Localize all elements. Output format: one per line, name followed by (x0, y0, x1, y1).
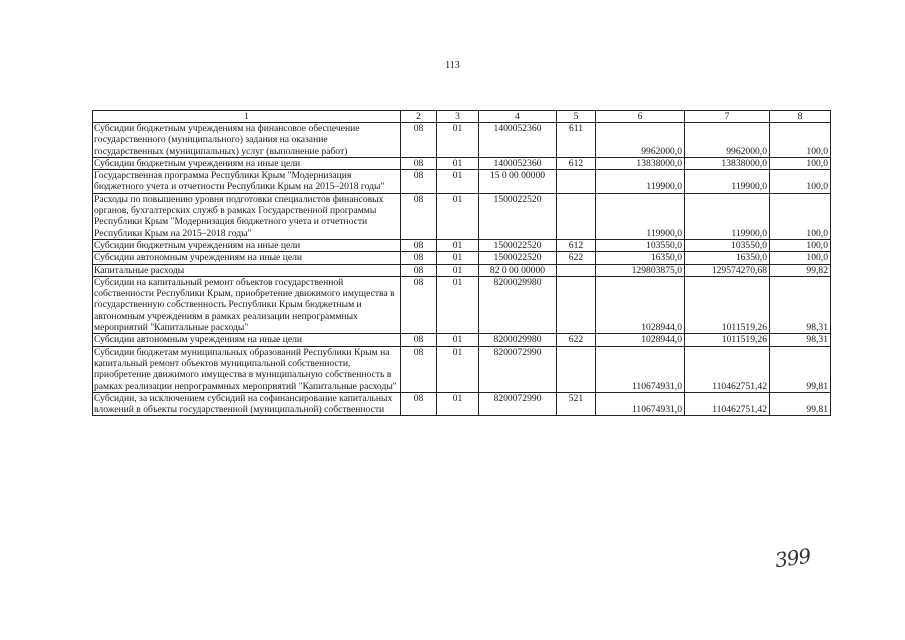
table-row (93, 334, 831, 346)
planned-amount: 13838000,0 (596, 157, 685, 169)
target-article-code: 1500022520 (479, 252, 557, 264)
subsection-code: 01 (437, 157, 479, 169)
column-header: 1 (93, 111, 401, 123)
execution-percent: 98,31 (770, 276, 831, 333)
subsection-code: 01 (437, 239, 479, 251)
execution-percent: 100,0 (770, 170, 831, 194)
planned-amount: 1028944,0 (596, 276, 685, 333)
section-code: 08 (401, 170, 437, 194)
row-name: Субсидии бюджетным учреждениям на иные цели (93, 239, 401, 251)
expense-type-code: 622 (557, 334, 596, 346)
section-code: 08 (401, 334, 437, 346)
planned-amount: 9962000,0 (596, 123, 685, 158)
row-name: Субсидии на капитальный ремонт объектов государственной собственности Республики Крым, приобретение движимого имущества в государственную собственность Республики Крым бюджетным и автономным учреждениям в рамках реализации непрограммных мероприятий "Капитальные расходы" (93, 276, 401, 333)
executed-amount: 9962000,0 (685, 123, 770, 158)
planned-amount: 16350,0 (596, 252, 685, 264)
target-article-code: 1500022520 (479, 193, 557, 239)
execution-percent: 100,0 (770, 157, 831, 169)
subsection-code: 01 (437, 264, 479, 276)
budget-table (92, 110, 831, 416)
column-header: 5 (557, 111, 596, 123)
executed-amount: 1011519,26 (685, 276, 770, 333)
expense-type-code (557, 193, 596, 239)
planned-amount: 119900,0 (596, 170, 685, 194)
expense-type-code: 521 (557, 392, 596, 416)
executed-amount: 16350,0 (685, 252, 770, 264)
section-code: 08 (401, 276, 437, 333)
planned-amount: 103550,0 (596, 239, 685, 251)
subsection-code: 01 (437, 193, 479, 239)
section-code: 08 (401, 252, 437, 264)
column-header: 8 (770, 111, 831, 123)
expense-type-code: 612 (557, 157, 596, 169)
header-row (93, 111, 831, 123)
expense-type-code (557, 264, 596, 276)
row-name: Субсидии бюджетам муниципальных образований Республики Крым на капитальный ремонт объектов муниципальной собственности, приобретение движимого имущества в муниципальную собственность в рамках реализации непрограммных мероприятий "Капитальные расходы" (93, 346, 401, 392)
target-article-code: 1500022520 (479, 239, 557, 251)
executed-amount: 119900,0 (685, 193, 770, 239)
subsection-code: 01 (437, 334, 479, 346)
expense-type-code: 612 (557, 239, 596, 251)
execution-percent: 98,31 (770, 334, 831, 346)
executed-amount: 110462751,42 (685, 392, 770, 416)
planned-amount: 119900,0 (596, 193, 685, 239)
row-name: Субсидии, за исключением субсидий на софинансирование капитальных вложений в объекты государственной (муниципальной) собственности (93, 392, 401, 416)
subsection-code: 01 (437, 392, 479, 416)
target-article-code: 1400052360 (479, 157, 557, 169)
table-row (93, 170, 831, 194)
expense-type-code: 611 (557, 123, 596, 158)
column-header: 3 (437, 111, 479, 123)
expense-type-code (557, 346, 596, 392)
executed-amount: 110462751,42 (685, 346, 770, 392)
target-article-code: 82 0 00 00000 (479, 264, 557, 276)
section-code: 08 (401, 193, 437, 239)
execution-percent: 99,82 (770, 264, 831, 276)
executed-amount: 13838000,0 (685, 157, 770, 169)
column-header: 6 (596, 111, 685, 123)
subsection-code: 01 (437, 276, 479, 333)
execution-percent: 100,0 (770, 123, 831, 158)
execution-percent: 100,0 (770, 193, 831, 239)
subsection-code: 01 (437, 252, 479, 264)
table-row (93, 193, 831, 239)
target-article-code: 8200072990 (479, 346, 557, 392)
table-row (93, 392, 831, 416)
target-article-code: 1400052360 (479, 123, 557, 158)
table-row (93, 157, 831, 169)
target-article-code: 8200029980 (479, 276, 557, 333)
subsection-code: 01 (437, 123, 479, 158)
section-code: 08 (401, 346, 437, 392)
planned-amount: 110674931,0 (596, 346, 685, 392)
section-code: 08 (401, 239, 437, 251)
target-article-code: 8200072990 (479, 392, 557, 416)
subsection-code: 01 (437, 346, 479, 392)
execution-percent: 99,81 (770, 392, 831, 416)
row-name: Субсидии бюджетным учреждениям на иные цели (93, 157, 401, 169)
column-header: 7 (685, 111, 770, 123)
row-name: Расходы по повышению уровня подготовки специалистов финансовых органов, бухгалтерских служб в рамках Государственной программы Республики Крым "Модернизация бюджетного учета и отчетности Республики Крым на 2015–2018 годы" (93, 193, 401, 239)
planned-amount: 1028944,0 (596, 334, 685, 346)
page-number: 113 (445, 60, 460, 71)
section-code: 08 (401, 392, 437, 416)
executed-amount: 119900,0 (685, 170, 770, 194)
table-row (93, 123, 831, 158)
table-row (93, 276, 831, 333)
expense-type-code (557, 170, 596, 194)
row-name: Субсидии автономным учреждениям на иные цели (93, 252, 401, 264)
table-row (93, 264, 831, 276)
executed-amount: 103550,0 (685, 239, 770, 251)
row-name: Капитальные расходы (93, 264, 401, 276)
section-code: 08 (401, 123, 437, 158)
executed-amount: 1011519,26 (685, 334, 770, 346)
execution-percent: 100,0 (770, 252, 831, 264)
handwritten-page-mark: 399 (773, 543, 812, 573)
row-name: Субсидии бюджетным учреждениям на финансовое обеспечение государственного (муниципального) задания на оказание государственных (муниципальных) услуг (выполнение работ) (93, 123, 401, 158)
row-name: Субсидии автономным учреждениям на иные цели (93, 334, 401, 346)
expense-type-code (557, 276, 596, 333)
execution-percent: 99,81 (770, 346, 831, 392)
planned-amount: 129803875,0 (596, 264, 685, 276)
target-article-code: 15 0 00 00000 (479, 170, 557, 194)
expense-type-code: 622 (557, 252, 596, 264)
subsection-code: 01 (437, 170, 479, 194)
table-row (93, 346, 831, 392)
execution-percent: 100,0 (770, 239, 831, 251)
table-row (93, 239, 831, 251)
column-header: 4 (479, 111, 557, 123)
column-header: 2 (401, 111, 437, 123)
section-code: 08 (401, 157, 437, 169)
section-code: 08 (401, 264, 437, 276)
target-article-code: 8200029980 (479, 334, 557, 346)
row-name: Государственная программа Республики Крым "Модернизация бюджетного учета и отчетности Республики Крым на 2015–2018 годы" (93, 170, 401, 194)
planned-amount: 110674931,0 (596, 392, 685, 416)
table-row (93, 252, 831, 264)
executed-amount: 129574270,68 (685, 264, 770, 276)
